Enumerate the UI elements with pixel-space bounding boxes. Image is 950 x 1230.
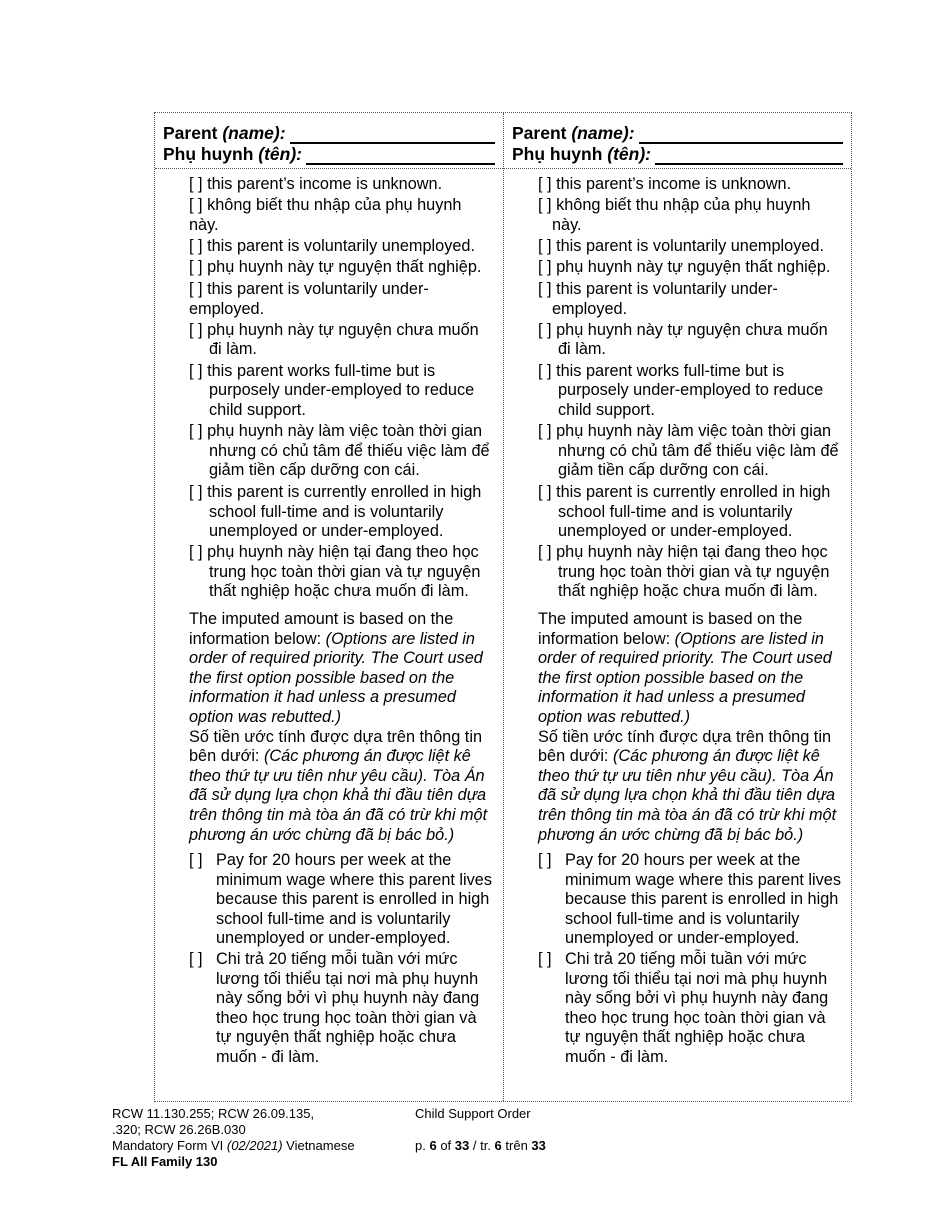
checkbox[interactable]: [ ] [538, 950, 552, 969]
pay-20-hours-option[interactable]: [ ] Pay for 20 hours per week at the minimum wage where this parent lives because this parent is enrolled in high school full-time and is voluntarily unemployed or under-employed. [538, 851, 841, 948]
form-id: FL All Family 130 [112, 1154, 218, 1169]
fulltime-underemployed-option[interactable]: [ ] this parent works full-time but is purposely under-employed to reduce child support. [538, 361, 824, 420]
checkbox[interactable]: [ ] [189, 950, 203, 969]
imputed-amount-text: The imputed amount is based on the information below: (Options are listed in order of required priority. The Court used the first option possible based on the information it had unless a presumed option was rebutted.) [538, 609, 832, 726]
imputed-amount-text-vi: Số tiền ước tính được dựa trên thông tin bên dưới: (Các phương án được liệt kê theo thứ tự ưu tiên như yêu cầu). Tòa Án đã sử dụng lựa chọn khả thi đầu tiên dựa trên thông tin mà tòa án đã có trừ khi một phương án ước chừng đã bị bác bỏ.) [538, 727, 837, 844]
income-unknown-option[interactable]: [ ] this parent’s income is unknown. [189, 175, 443, 193]
voluntarily-underemployed-option[interactable]: [ ] this parent is voluntarily under-employed. [538, 279, 778, 318]
fulltime-underemployed-option[interactable]: [ ] this parent works full-time but is purposely under-employed to reduce child support. [189, 361, 475, 420]
voluntarily-underemployed-option-vi[interactable]: [ ] phụ huynh này tự nguyện chưa muốn đi làm. [538, 320, 828, 359]
footer-citation [112, 1106, 412, 1170]
income-unknown-option-vi[interactable]: [ ] không biết thu nhập của phụ huynh này. [189, 196, 462, 234]
name-label: (name): [571, 123, 635, 143]
high-school-option[interactable]: [ ] this parent is currently enrolled in high school full-time and is voluntarily unemployed or under-employed. [538, 482, 831, 541]
parent-name-blank[interactable] [639, 125, 843, 144]
form-version: Mandatory Form VI (02/2021) Vietnamese [112, 1138, 355, 1153]
voluntarily-unemployed-option-vi[interactable]: [ ] phụ huynh này tự nguyện thất nghiệp. [538, 258, 831, 277]
voluntarily-underemployed-option-vi[interactable]: [ ] phụ huynh này tự nguyện chưa muốn đi làm. [189, 320, 479, 359]
parent-column-right [503, 113, 851, 1101]
parent-name-blank[interactable] [290, 125, 495, 144]
parent-income-table [154, 112, 852, 1102]
high-school-option[interactable]: [ ] this parent is currently enrolled in high school full-time and is voluntarily unemployed or under-employed. [189, 482, 482, 541]
checkbox[interactable]: [ ] [538, 851, 552, 870]
vi-parent-name-blank[interactable] [655, 146, 843, 165]
imputed-amount-text: The imputed amount is based on the information below: (Options are listed in order of required priority. The Court used the first option possible based on the information it had unless a presumed option was rebutted.) [189, 609, 483, 726]
document-title: Child Support Order [415, 1106, 531, 1121]
checkbox[interactable]: [ ] [189, 851, 203, 870]
voluntarily-unemployed-option-vi[interactable]: [ ] phụ huynh này tự nguyện thất nghiệp. [189, 258, 482, 277]
fulltime-underemployed-option-vi[interactable]: [ ] phụ huynh này làm việc toàn thời gian nhưng có chủ tâm để thiếu việc làm để giảm tiền cấp dưỡng con cái. [189, 422, 490, 480]
vi-parent-name-blank[interactable] [306, 146, 495, 165]
pay-20-hours-option[interactable]: [ ] Pay for 20 hours per week at the minimum wage where this parent lives because this parent is enrolled in high school full-time and is voluntarily unemployed or under-employed. [189, 851, 492, 948]
rcw-citation: RCW 11.130.255; RCW 26.09.135, [112, 1106, 315, 1121]
fulltime-underemployed-option-vi[interactable]: [ ] phụ huynh này làm việc toàn thời gian nhưng có chủ tâm để thiếu việc làm để giảm tiền cấp dưỡng con cái. [538, 422, 839, 480]
high-school-option-vi[interactable]: [ ] phụ huynh này hiện tại đang theo học trung học toàn thời gian và tự nguyện thất nghiệp hoặc chưa muốn đi làm. [189, 543, 481, 601]
voluntarily-unemployed-option[interactable]: [ ] this parent is voluntarily unemployed. [189, 237, 475, 256]
voluntarily-unemployed-option[interactable]: [ ] this parent is voluntarily unemployed. [538, 237, 824, 256]
income-unknown-option[interactable]: [ ] this parent’s income is unknown. [538, 175, 792, 193]
voluntarily-underemployed-option[interactable]: [ ] this parent is voluntarily under-employed. [189, 279, 429, 318]
rcw-citation-cont: .320; RCW 26.26B.030 [112, 1122, 246, 1137]
vi-parent-label: Phụ huynh [512, 144, 603, 164]
name-label: (name): [222, 123, 286, 143]
parent-label: Parent [512, 123, 567, 143]
vi-name-label: (tên): [258, 144, 303, 164]
page-number: p. 6 of 33 / tr. 6 trên 33 [415, 1138, 546, 1153]
vi-parent-label: Phụ huynh [163, 144, 254, 164]
pay-20-hours-option-vi[interactable]: [ ] Chi trả 20 tiếng mỗi tuần với mức lương tối thiểu tại nơi mà phụ huynh này sống bởi vì phụ huynh này đang theo học trung học toàn thời gian và tự nguyện thất nghiệp hoặc chưa muốn - đi làm. [189, 950, 480, 1067]
high-school-option-vi[interactable]: [ ] phụ huynh này hiện tại đang theo học trung học toàn thời gian và tự nguyện thất nghiệp hoặc chưa muốn đi làm. [538, 543, 830, 601]
parent-column-left [155, 113, 503, 1101]
column-header [155, 113, 503, 169]
column-body [504, 169, 851, 1068]
income-unknown-option-vi[interactable]: [ ] không biết thu nhập của phụ huynh này. [538, 196, 811, 234]
column-header [504, 113, 851, 169]
vi-name-label: (tên): [607, 144, 652, 164]
footer-title [415, 1106, 675, 1154]
imputed-amount-text-vi: Số tiền ước tính được dựa trên thông tin bên dưới: (Các phương án được liệt kê theo thứ tự ưu tiên như yêu cầu). Tòa Án đã sử dụng lựa chọn khả thi đầu tiên dựa trên thông tin mà tòa án đã có trừ khi một phương án ước chừng đã bị bác bỏ.) [189, 727, 488, 844]
parent-label: Parent [163, 123, 218, 143]
pay-20-hours-option-vi[interactable]: [ ] Chi trả 20 tiếng mỗi tuần với mức lương tối thiểu tại nơi mà phụ huynh này sống bởi vì phụ huynh này đang theo học trung học toàn thời gian và tự nguyện thất nghiệp hoặc chưa muốn - đi làm. [538, 950, 829, 1067]
column-body [155, 169, 503, 1068]
